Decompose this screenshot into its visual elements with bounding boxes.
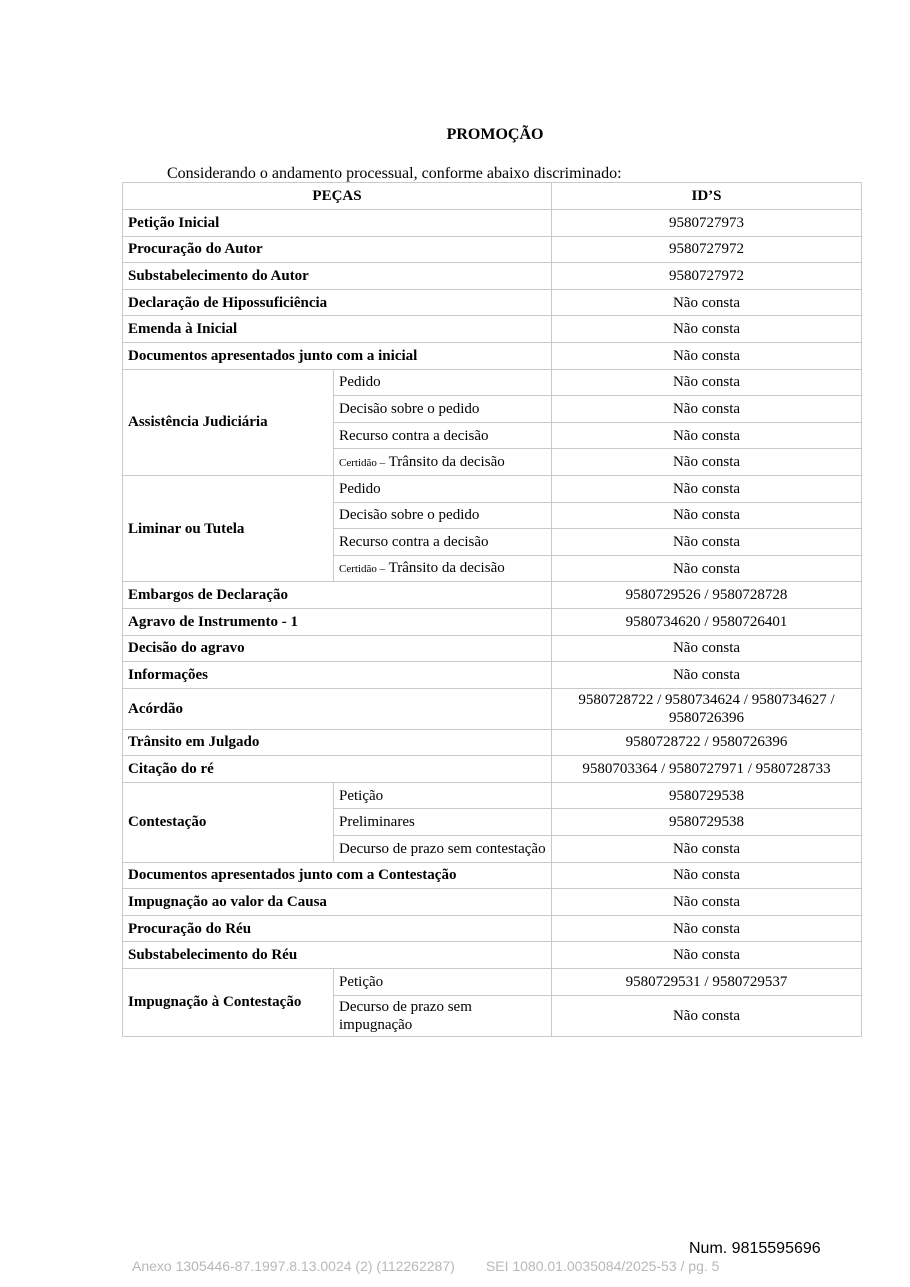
- sub-label: Pedido: [334, 369, 552, 396]
- row-label: Declaração de Hipossuficiência: [123, 289, 552, 316]
- group-label: Assistência Judiciária: [123, 369, 334, 475]
- row-label: Substabelecimento do Autor: [123, 263, 552, 290]
- row-id: Não consta: [552, 369, 862, 396]
- sub-label: [334, 449, 552, 476]
- table-row: [123, 756, 862, 783]
- row-id: Não consta: [552, 635, 862, 662]
- row-id: 9580727972: [552, 236, 862, 263]
- row-label: Trânsito em Julgado: [123, 729, 552, 756]
- row-id: 9580728722 / 9580734624 / 9580734627 / 9580726396: [552, 688, 862, 729]
- table-row: [123, 236, 862, 263]
- row-label: Embargos de Declaração: [123, 582, 552, 609]
- table-row: [123, 969, 862, 996]
- row-label: Informações: [123, 662, 552, 689]
- sub-label: Decurso de prazo sem impugnação: [334, 995, 552, 1036]
- sub-label: [334, 555, 552, 582]
- table-row: [123, 210, 862, 237]
- sub-label: Recurso contra a decisão: [334, 529, 552, 556]
- row-label: Emenda à Inicial: [123, 316, 552, 343]
- certidao-prefix: Certidão –: [339, 563, 386, 576]
- certidao-prefix: Certidão –: [339, 456, 386, 469]
- table-row: [123, 342, 862, 369]
- row-label: Agravo de Instrumento - 1: [123, 608, 552, 635]
- documents-table: [122, 182, 862, 1037]
- row-id: Não consta: [552, 529, 862, 556]
- row-label: Procuração do Autor: [123, 236, 552, 263]
- table-row: [123, 729, 862, 756]
- row-id: Não consta: [552, 475, 862, 502]
- row-id: 9580729538: [552, 809, 862, 836]
- row-id: 9580729531 / 9580729537: [552, 969, 862, 996]
- sub-label: Petição: [334, 969, 552, 996]
- row-label: Substabelecimento do Réu: [123, 942, 552, 969]
- group-label: Contestação: [123, 782, 334, 862]
- table-row: [123, 662, 862, 689]
- row-id: Não consta: [552, 662, 862, 689]
- table-row: [123, 263, 862, 290]
- row-label: Impugnação ao valor da Causa: [123, 889, 552, 916]
- row-id: Não consta: [552, 449, 862, 476]
- table-row: [123, 475, 862, 502]
- header-pecas: PEÇAS: [123, 183, 552, 210]
- row-id: Não consta: [552, 342, 862, 369]
- table-row: [123, 369, 862, 396]
- row-id: 9580729526 / 9580728728: [552, 582, 862, 609]
- row-id: Não consta: [552, 422, 862, 449]
- table-row: [123, 782, 862, 809]
- row-id: Não consta: [552, 942, 862, 969]
- sub-label: Recurso contra a decisão: [334, 422, 552, 449]
- row-id: Não consta: [552, 316, 862, 343]
- footer-watermark: Anexo 1305446-87.1997.8.13.0024 (2) (112262287) SEI 1080.01.0035084/2025-53 / pg. 5: [132, 1258, 720, 1274]
- intro-text: Considerando o andamento processual, conforme abaixo discriminado:: [167, 165, 622, 182]
- row-id: Não consta: [552, 502, 862, 529]
- row-id: Não consta: [552, 396, 862, 423]
- sub-label: Decisão sobre o pedido: [334, 396, 552, 423]
- group-label: Liminar ou Tutela: [123, 475, 334, 581]
- document-number: Num. 9815595696: [689, 1240, 821, 1257]
- table-row: [123, 635, 862, 662]
- row-id: Não consta: [552, 889, 862, 916]
- sub-label: Petição: [334, 782, 552, 809]
- row-label: Decisão do agravo: [123, 635, 552, 662]
- row-id: Não consta: [552, 836, 862, 863]
- row-label: Documentos apresentados junto com a inicial: [123, 342, 552, 369]
- page-title: PROMOÇÃO: [446, 126, 544, 143]
- table-row: [123, 608, 862, 635]
- sub-label: Pedido: [334, 475, 552, 502]
- table-row: [123, 889, 862, 916]
- sub-label-text: Trânsito da decisão: [388, 453, 505, 470]
- row-id: 9580734620 / 9580726401: [552, 608, 862, 635]
- row-id: Não consta: [552, 995, 862, 1036]
- row-id: Não consta: [552, 555, 862, 582]
- row-id: 9580703364 / 9580727971 / 9580728733: [552, 756, 862, 783]
- row-label: Acórdão: [123, 688, 552, 729]
- row-id: Não consta: [552, 289, 862, 316]
- row-id: 9580727973: [552, 210, 862, 237]
- table-row: [123, 862, 862, 889]
- sub-label-text: Trânsito da decisão: [388, 560, 505, 577]
- table-row: [123, 289, 862, 316]
- row-id: Não consta: [552, 862, 862, 889]
- header-ids: ID’S: [552, 183, 862, 210]
- table-row: [123, 688, 862, 729]
- table-header-row: [123, 183, 862, 210]
- sub-label: Decisão sobre o pedido: [334, 502, 552, 529]
- row-id: Não consta: [552, 915, 862, 942]
- table-row: [123, 915, 862, 942]
- row-label: Petição Inicial: [123, 210, 552, 237]
- sub-label: Preliminares: [334, 809, 552, 836]
- table-row: [123, 582, 862, 609]
- row-id: 9580729538: [552, 782, 862, 809]
- row-id: 9580728722 / 9580726396: [552, 729, 862, 756]
- group-label: Impugnação à Contestação: [123, 969, 334, 1037]
- row-id: 9580727972: [552, 263, 862, 290]
- row-label: Citação do ré: [123, 756, 552, 783]
- row-label: Procuração do Réu: [123, 915, 552, 942]
- table-row: [123, 316, 862, 343]
- sub-label: Decurso de prazo sem contestação: [334, 836, 552, 863]
- row-label: Documentos apresentados junto com a Contestação: [123, 862, 552, 889]
- table-row: [123, 942, 862, 969]
